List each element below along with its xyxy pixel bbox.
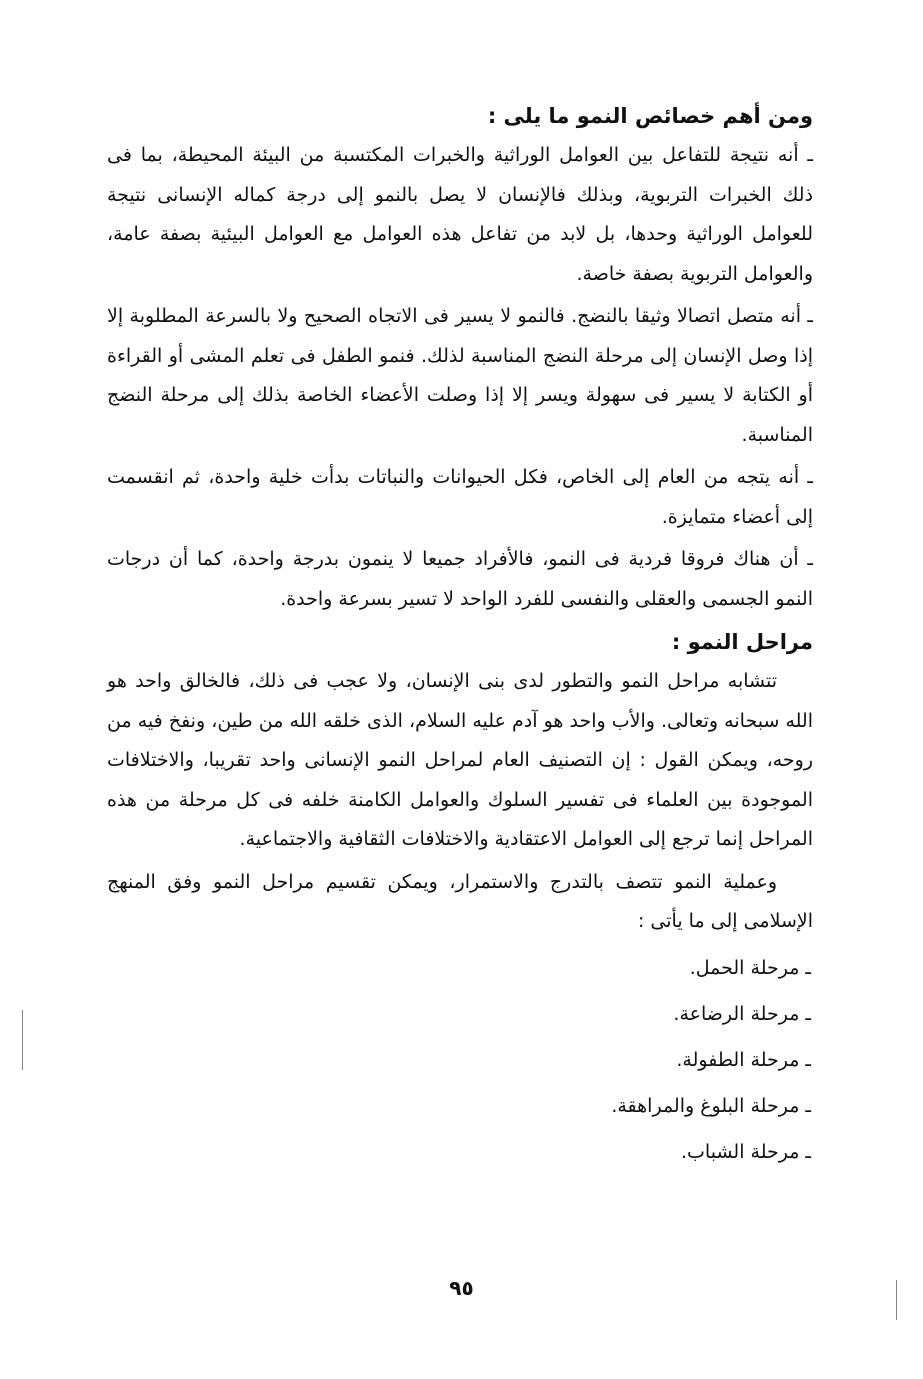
characteristic-paragraph: ـ أنه يتجه من العام إلى الخاص، فكل الحيوانات والنباتات بدأت خلية واحدة، ثم انقسمت إلى أعضاء متمايزة.	[107, 466, 813, 528]
characteristic-paragraph: ـ أنه نتيجة للتفاعل بين العوامل الوراثية والخبرات المكتسبة من البيئة المحيطة، بما فى ذلك الخبرات التربوية، وبذلك فالإنسان لا يصل بالنمو إلى درجة كماله الإنسانى نتيجة للعوامل الوراثية وحدها، بل لابد من تفاعل هذه العوامل مع العوامل البيئية بصفة عامة، والعوامل التربوية بصفة خاصة.	[107, 144, 813, 285]
stage-list-item: ـ مرحلة البلوغ والمراهقة.	[611, 1094, 811, 1117]
stages-heading: مراحل النمو :	[671, 630, 813, 654]
characteristics-heading: ومن أهم خصائص النمو ما يلى :	[487, 104, 813, 128]
stage-list-item: ـ مرحلة الرضاعة.	[673, 1002, 811, 1025]
characteristic-paragraph: ـ أن هناك فروقا فردية فى النمو، فالأفراد جميعا لا ينمون بدرجة واحدة، كما أن درجات النمو الجسمى والعقلى والنفسى للفرد الواحد لا تسير بسرعة واحدة.	[107, 548, 813, 610]
stage-list-item: ـ مرحلة الحمل.	[689, 956, 811, 979]
scan-margin-mark	[22, 1010, 23, 1070]
stages-intro-paragraph: تتشابه مراحل النمو والتطور لدى بنى الإنسان، ولا عجب فى ذلك، فالخالق واحد هو الله سبحانه وتعالى. والأب واحد هو آدم عليه السلام، الذى خلقه الله من طين، ونفخ فيه من روحه، ويمكن القول : إن التصنيف العام لمراحل النمو الإنسانى واحد تقريبا، والاختلافات الموجودة بين العلماء فى تفسير السلوك والعوامل الكامنة خلفه فى كل مرحلة من هذه المراحل إنما ترجع إلى العوامل الاعتقادية والاختلافات الثقافية والاجتماعية.	[107, 670, 813, 850]
page-body	[107, 96, 813, 1175]
stages-list	[107, 945, 813, 1175]
page-number: ٩٥	[449, 1276, 474, 1300]
stages-division-paragraph: وعملية النمو تتصف بالتدرج والاستمرار، ويمكن تقسيم مراحل النمو وفق المنهج الإسلامى إلى ما يأتى :	[107, 870, 813, 932]
stage-list-item: ـ مرحلة الشباب.	[681, 1140, 811, 1163]
stage-list-item: ـ مرحلة الطفولة.	[676, 1048, 811, 1071]
characteristic-paragraph: ـ أنه متصل اتصالا وثيقا بالنضج. فالنمو لا يسير فى الاتجاه الصحيح ولا بالسرعة المطلوبة إلا إذا وصل الإنسان إلى مرحلة النضج المناسبة لذلك. فنمو الطفل فى تعلم المشى أو القراءة أو الكتابة لا يسير فى سهولة ويسر إلا إذا وصلت الأعضاء الخاصة بذلك إلى مرحلة النضج المناسبة.	[107, 305, 813, 446]
